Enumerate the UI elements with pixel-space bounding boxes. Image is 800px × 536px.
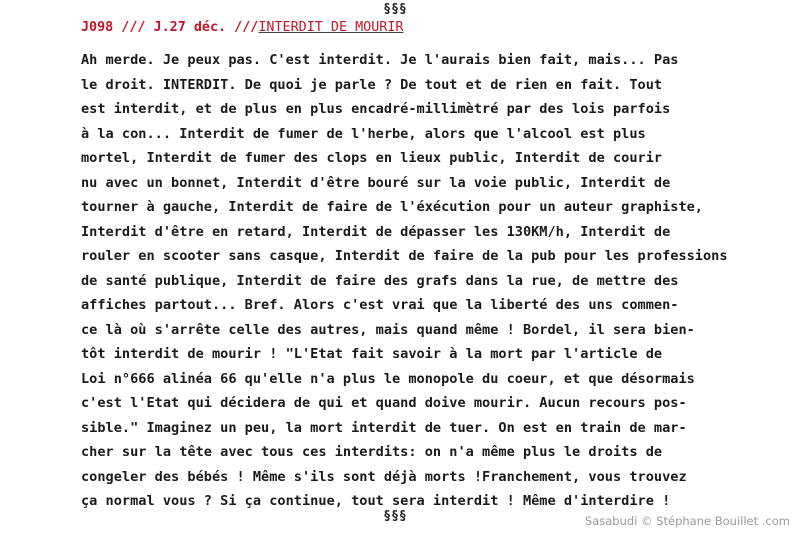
body-line: rouler en scooter sans casque, Interdit de faire de la pub pour les professions [81,248,728,264]
body-line: est interdit, et de plus en plus encadré-millimètré par des lois parfois [81,101,671,117]
body-line: nu avec un bonnet, Interdit d'être bouré sur la voie public, Interdit de [81,174,671,191]
entry-title: INTERDIT DE MOURIR [258,20,404,35]
section-separator-top: §§§ [383,2,407,17]
body-line: sible." Imaginez un peu, la mort interdit de tuer. On est en train de mar- [81,419,687,436]
body-line: ce là où s'arrête celle des autres, mais quand même ! Bordel, il sera bien- [81,321,695,338]
body-line: tôt interdit de mourir ! "L'Etat fait savoir à la mort par l'article de [81,346,663,362]
body-line: Interdit d'être en retard, Interdit de dépasser les 130KM/h, Interdit de [81,223,671,240]
body-line: tourner à gauche, Interdit de faire de l'éxécution pour un auteur graphiste, [81,199,703,215]
entry-header [81,20,404,35]
body-line: le droit. INTERDIT. De quoi je parle ? De tout et de rien en fait. Tout [81,76,663,93]
body-line: de santé publique, Interdit de faire des grafs dans la rue, de mettre des [81,272,679,289]
body-line: ça normal vous ? Si ça continue, tout sera interdit ! Même d'interdire ! [81,493,671,509]
body-line: Ah merde. Je peux pas. C'est interdit. Je l'aurais bien fait, mais... Pas [81,52,679,68]
body-line: cher sur la tête avec tous ces interdits: on n'a même plus le droits de [81,444,663,460]
section-separator-bottom: §§§ [383,509,407,524]
body-line: mortel, Interdit de fumer des clops en lieux public, Interdit de courir [81,150,663,166]
body-line: c'est l'Etat qui décidera de qui et quand doive mourir. Aucun recours pos- [81,395,687,411]
entry-header-prefix: J098 /// J.27 déc. /// [81,20,259,35]
body-line: Loi n°666 alinéa 66 qu'elle n'a plus le monopole du coeur, et que désormais [81,370,695,387]
body-line: congeler des bébés ! Même s'ils sont déjà morts !Franchement, vous trouvez [81,468,687,485]
body-line: à la con... Interdit de fumer de l'herbe, alors que l'alcool est plus [81,125,646,142]
entry-body [81,48,796,514]
copyright-watermark: Sasabudi © Stéphane Bouillet .com [584,514,790,528]
body-line: affiches partout... Bref. Alors c'est vrai que la liberté des uns commen- [81,297,679,313]
